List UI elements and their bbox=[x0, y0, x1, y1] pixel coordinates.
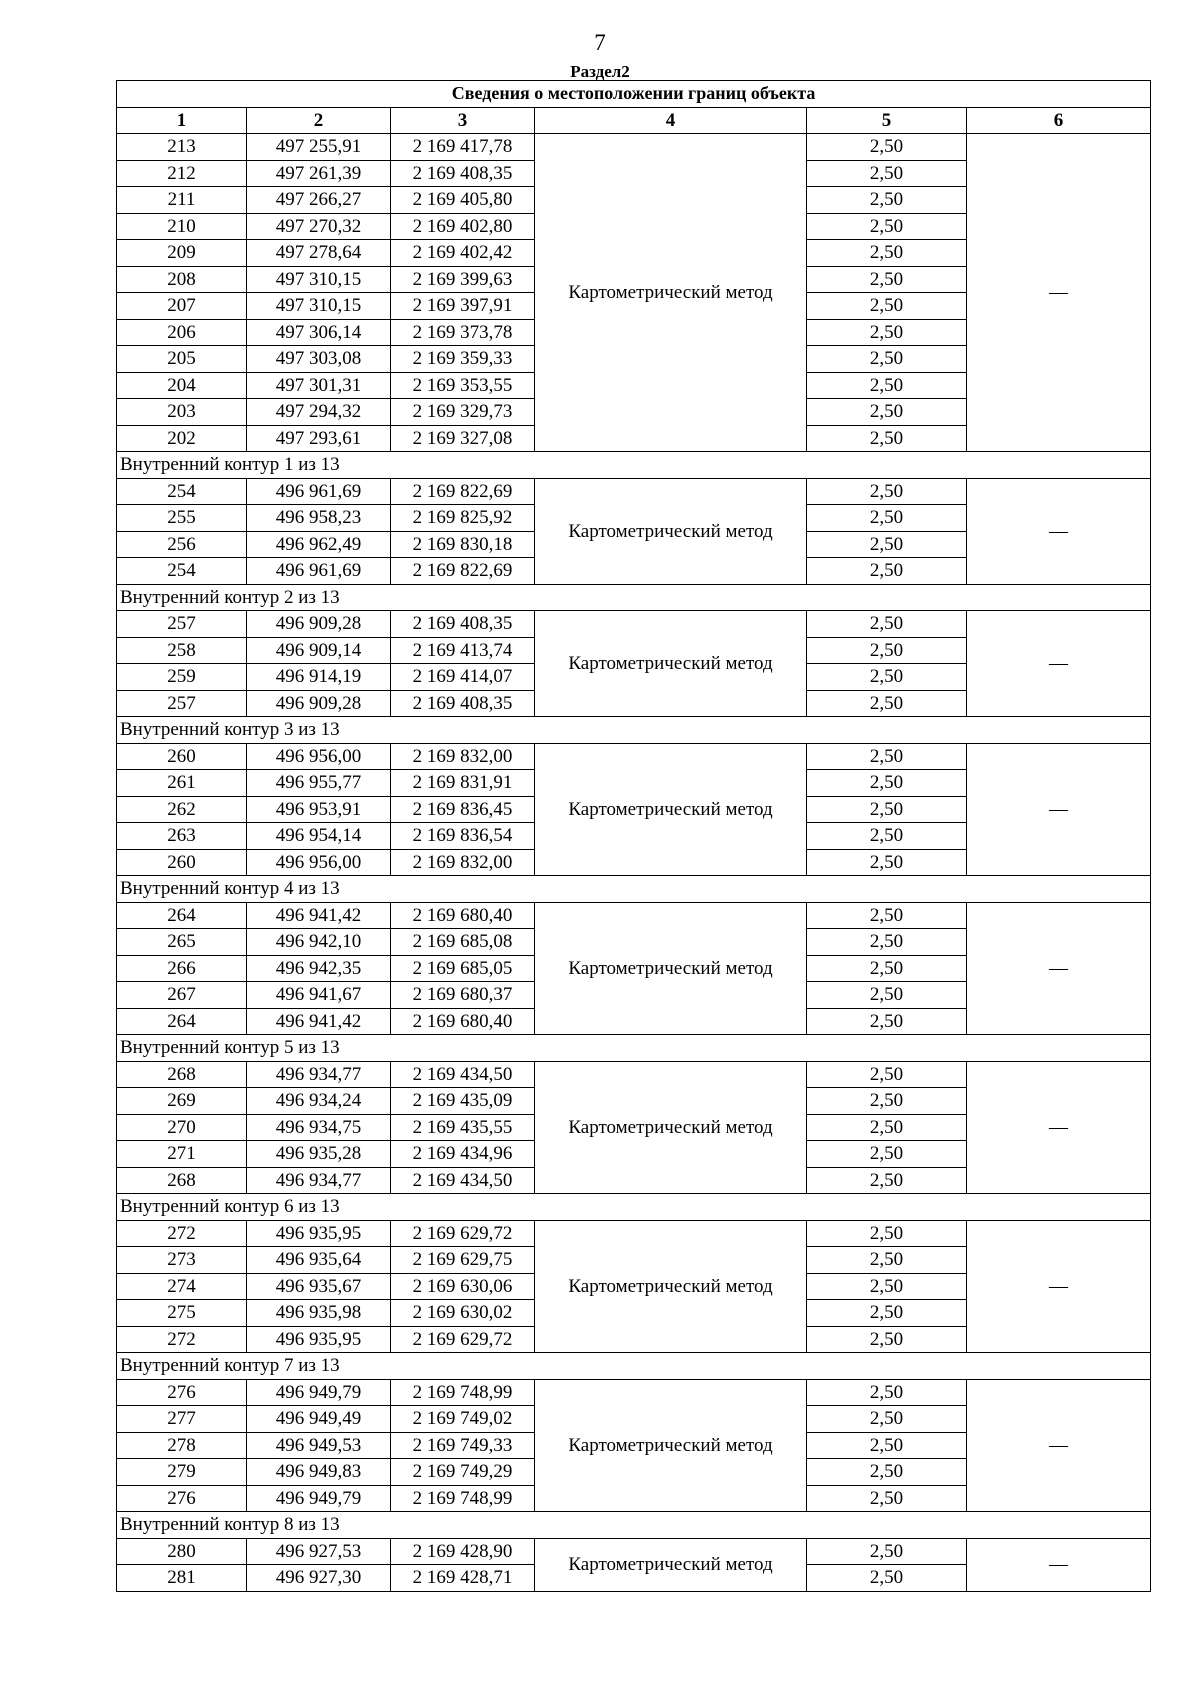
accuracy-cell: 2,50 bbox=[807, 160, 967, 187]
x-coordinate-cell: 497 294,32 bbox=[247, 399, 391, 426]
method-cell: Картометрический метод bbox=[535, 743, 807, 876]
y-coordinate-cell: 2 169 831,91 bbox=[391, 770, 535, 797]
accuracy-cell: 2,50 bbox=[807, 955, 967, 982]
point-number-cell: 254 bbox=[117, 478, 247, 505]
description-cell: — bbox=[967, 478, 1151, 584]
x-coordinate-cell: 496 949,83 bbox=[247, 1459, 391, 1486]
point-number-cell: 270 bbox=[117, 1114, 247, 1141]
description-cell: — bbox=[967, 743, 1151, 876]
accuracy-cell: 2,50 bbox=[807, 319, 967, 346]
contour-label-row bbox=[117, 717, 1151, 744]
point-number-cell: 205 bbox=[117, 346, 247, 373]
x-coordinate-cell: 496 935,64 bbox=[247, 1247, 391, 1274]
accuracy-cell: 2,50 bbox=[807, 982, 967, 1009]
y-coordinate-cell: 2 169 825,92 bbox=[391, 505, 535, 532]
contour-label-row bbox=[117, 452, 1151, 479]
contour-label: Внутренний контур 1 из 13 bbox=[117, 452, 1151, 479]
x-coordinate-cell: 496 935,95 bbox=[247, 1220, 391, 1247]
table-row bbox=[117, 478, 1151, 505]
y-coordinate-cell: 2 169 359,33 bbox=[391, 346, 535, 373]
description-cell: — bbox=[967, 1379, 1151, 1512]
x-coordinate-cell: 497 255,91 bbox=[247, 134, 391, 161]
point-number-cell: 256 bbox=[117, 531, 247, 558]
x-coordinate-cell: 497 270,32 bbox=[247, 213, 391, 240]
point-number-cell: 263 bbox=[117, 823, 247, 850]
accuracy-cell: 2,50 bbox=[807, 531, 967, 558]
x-coordinate-cell: 496 909,14 bbox=[247, 637, 391, 664]
accuracy-cell: 2,50 bbox=[807, 346, 967, 373]
accuracy-cell: 2,50 bbox=[807, 266, 967, 293]
point-number-cell: 265 bbox=[117, 929, 247, 956]
x-coordinate-cell: 496 949,49 bbox=[247, 1406, 391, 1433]
header-row bbox=[117, 107, 1151, 134]
accuracy-cell: 2,50 bbox=[807, 664, 967, 691]
contour-label-row bbox=[117, 584, 1151, 611]
accuracy-cell: 2,50 bbox=[807, 134, 967, 161]
point-number-cell: 204 bbox=[117, 372, 247, 399]
y-coordinate-cell: 2 169 417,78 bbox=[391, 134, 535, 161]
point-number-cell: 273 bbox=[117, 1247, 247, 1274]
y-coordinate-cell: 2 169 434,50 bbox=[391, 1167, 535, 1194]
accuracy-cell: 2,50 bbox=[807, 1459, 967, 1486]
contour-label: Внутренний контур 2 из 13 bbox=[117, 584, 1151, 611]
table-body bbox=[117, 134, 1151, 1592]
x-coordinate-cell: 496 934,77 bbox=[247, 1167, 391, 1194]
y-coordinate-cell: 2 169 405,80 bbox=[391, 187, 535, 214]
y-coordinate-cell: 2 169 408,35 bbox=[391, 611, 535, 638]
accuracy-cell: 2,50 bbox=[807, 1485, 967, 1512]
x-coordinate-cell: 496 934,75 bbox=[247, 1114, 391, 1141]
accuracy-cell: 2,50 bbox=[807, 1273, 967, 1300]
y-coordinate-cell: 2 169 397,91 bbox=[391, 293, 535, 320]
point-number-cell: 208 bbox=[117, 266, 247, 293]
y-coordinate-cell: 2 169 749,33 bbox=[391, 1432, 535, 1459]
y-coordinate-cell: 2 169 680,40 bbox=[391, 902, 535, 929]
accuracy-cell: 2,50 bbox=[807, 743, 967, 770]
y-coordinate-cell: 2 169 748,99 bbox=[391, 1485, 535, 1512]
accuracy-cell: 2,50 bbox=[807, 240, 967, 267]
y-coordinate-cell: 2 169 435,55 bbox=[391, 1114, 535, 1141]
y-coordinate-cell: 2 169 413,74 bbox=[391, 637, 535, 664]
y-coordinate-cell: 2 169 630,06 bbox=[391, 1273, 535, 1300]
y-coordinate-cell: 2 169 749,02 bbox=[391, 1406, 535, 1433]
accuracy-cell: 2,50 bbox=[807, 690, 967, 717]
y-coordinate-cell: 2 169 434,50 bbox=[391, 1061, 535, 1088]
point-number-cell: 278 bbox=[117, 1432, 247, 1459]
contour-label-row bbox=[117, 1035, 1151, 1062]
table-row bbox=[117, 902, 1151, 929]
section-label: Раздел2 bbox=[570, 62, 630, 81]
point-number-cell: 277 bbox=[117, 1406, 247, 1433]
table-row bbox=[117, 743, 1151, 770]
y-coordinate-cell: 2 169 414,07 bbox=[391, 664, 535, 691]
x-coordinate-cell: 496 941,67 bbox=[247, 982, 391, 1009]
table-row bbox=[117, 1061, 1151, 1088]
y-coordinate-cell: 2 169 327,08 bbox=[391, 425, 535, 452]
accuracy-cell: 2,50 bbox=[807, 1220, 967, 1247]
y-coordinate-cell: 2 169 832,00 bbox=[391, 849, 535, 876]
point-number-cell: 257 bbox=[117, 690, 247, 717]
accuracy-cell: 2,50 bbox=[807, 213, 967, 240]
point-number-cell: 276 bbox=[117, 1485, 247, 1512]
accuracy-cell: 2,50 bbox=[807, 1167, 967, 1194]
x-coordinate-cell: 496 958,23 bbox=[247, 505, 391, 532]
point-number-cell: 260 bbox=[117, 743, 247, 770]
x-coordinate-cell: 496 942,35 bbox=[247, 955, 391, 982]
point-number-cell: 255 bbox=[117, 505, 247, 532]
x-coordinate-cell: 497 301,31 bbox=[247, 372, 391, 399]
point-number-cell: 261 bbox=[117, 770, 247, 797]
point-number-cell: 269 bbox=[117, 1088, 247, 1115]
x-coordinate-cell: 496 941,42 bbox=[247, 902, 391, 929]
method-cell: Картометрический метод bbox=[535, 1379, 807, 1512]
description-cell: — bbox=[967, 1538, 1151, 1591]
boundary-table bbox=[116, 80, 1151, 1592]
point-number-cell: 257 bbox=[117, 611, 247, 638]
point-number-cell: 268 bbox=[117, 1167, 247, 1194]
y-coordinate-cell: 2 169 822,69 bbox=[391, 478, 535, 505]
point-number-cell: 268 bbox=[117, 1061, 247, 1088]
point-number-cell: 254 bbox=[117, 558, 247, 585]
point-number-cell: 262 bbox=[117, 796, 247, 823]
y-coordinate-cell: 2 169 428,71 bbox=[391, 1565, 535, 1592]
x-coordinate-cell: 497 306,14 bbox=[247, 319, 391, 346]
point-number-cell: 260 bbox=[117, 849, 247, 876]
x-coordinate-cell: 496 942,10 bbox=[247, 929, 391, 956]
contour-label-row bbox=[117, 1194, 1151, 1221]
x-coordinate-cell: 496 949,79 bbox=[247, 1379, 391, 1406]
column-header: 5 bbox=[807, 107, 967, 134]
column-header: 1 bbox=[117, 107, 247, 134]
point-number-cell: 206 bbox=[117, 319, 247, 346]
accuracy-cell: 2,50 bbox=[807, 293, 967, 320]
contour-label: Внутренний контур 6 из 13 bbox=[117, 1194, 1151, 1221]
point-number-cell: 266 bbox=[117, 955, 247, 982]
x-coordinate-cell: 496 962,49 bbox=[247, 531, 391, 558]
point-number-cell: 271 bbox=[117, 1141, 247, 1168]
description-cell: — bbox=[967, 134, 1151, 452]
x-coordinate-cell: 497 278,64 bbox=[247, 240, 391, 267]
x-coordinate-cell: 496 935,28 bbox=[247, 1141, 391, 1168]
x-coordinate-cell: 497 310,15 bbox=[247, 293, 391, 320]
x-coordinate-cell: 497 303,08 bbox=[247, 346, 391, 373]
point-number-cell: 272 bbox=[117, 1220, 247, 1247]
x-coordinate-cell: 496 935,98 bbox=[247, 1300, 391, 1327]
y-coordinate-cell: 2 169 399,63 bbox=[391, 266, 535, 293]
contour-label: Внутренний контур 8 из 13 bbox=[117, 1512, 1151, 1539]
accuracy-cell: 2,50 bbox=[807, 637, 967, 664]
x-coordinate-cell: 496 949,79 bbox=[247, 1485, 391, 1512]
method-cell: Картометрический метод bbox=[535, 611, 807, 717]
table-row bbox=[117, 611, 1151, 638]
description-cell: — bbox=[967, 1061, 1151, 1194]
x-coordinate-cell: 496 956,00 bbox=[247, 743, 391, 770]
method-cell: Картометрический метод bbox=[535, 902, 807, 1035]
y-coordinate-cell: 2 169 630,02 bbox=[391, 1300, 535, 1327]
y-coordinate-cell: 2 169 836,45 bbox=[391, 796, 535, 823]
x-coordinate-cell: 496 935,67 bbox=[247, 1273, 391, 1300]
contour-label: Внутренний контур 7 из 13 bbox=[117, 1353, 1151, 1380]
accuracy-cell: 2,50 bbox=[807, 1406, 967, 1433]
y-coordinate-cell: 2 169 402,80 bbox=[391, 213, 535, 240]
point-number-cell: 281 bbox=[117, 1565, 247, 1592]
x-coordinate-cell: 497 310,15 bbox=[247, 266, 391, 293]
point-number-cell: 211 bbox=[117, 187, 247, 214]
y-coordinate-cell: 2 169 435,09 bbox=[391, 1088, 535, 1115]
y-coordinate-cell: 2 169 822,69 bbox=[391, 558, 535, 585]
contour-label-row bbox=[117, 876, 1151, 903]
y-coordinate-cell: 2 169 680,40 bbox=[391, 1008, 535, 1035]
x-coordinate-cell: 496 934,24 bbox=[247, 1088, 391, 1115]
y-coordinate-cell: 2 169 685,08 bbox=[391, 929, 535, 956]
y-coordinate-cell: 2 169 748,99 bbox=[391, 1379, 535, 1406]
method-cell: Картометрический метод bbox=[535, 1061, 807, 1194]
accuracy-cell: 2,50 bbox=[807, 1141, 967, 1168]
page-number: 7 bbox=[594, 30, 606, 55]
accuracy-cell: 2,50 bbox=[807, 1088, 967, 1115]
point-number-cell: 258 bbox=[117, 637, 247, 664]
accuracy-cell: 2,50 bbox=[807, 1538, 967, 1565]
point-number-cell: 280 bbox=[117, 1538, 247, 1565]
column-header: 2 bbox=[247, 107, 391, 134]
table-row bbox=[117, 1538, 1151, 1565]
point-number-cell: 259 bbox=[117, 664, 247, 691]
description-cell: — bbox=[967, 611, 1151, 717]
method-cell: Картометрический метод bbox=[535, 478, 807, 584]
method-cell: Картометрический метод bbox=[535, 1538, 807, 1591]
accuracy-cell: 2,50 bbox=[807, 611, 967, 638]
accuracy-cell: 2,50 bbox=[807, 1061, 967, 1088]
point-number-cell: 276 bbox=[117, 1379, 247, 1406]
x-coordinate-cell: 497 266,27 bbox=[247, 187, 391, 214]
point-number-cell: 267 bbox=[117, 982, 247, 1009]
x-coordinate-cell: 496 955,77 bbox=[247, 770, 391, 797]
x-coordinate-cell: 496 909,28 bbox=[247, 690, 391, 717]
x-coordinate-cell: 496 935,95 bbox=[247, 1326, 391, 1353]
y-coordinate-cell: 2 169 408,35 bbox=[391, 160, 535, 187]
accuracy-cell: 2,50 bbox=[807, 1379, 967, 1406]
column-header: 4 bbox=[535, 107, 807, 134]
x-coordinate-cell: 496 961,69 bbox=[247, 478, 391, 505]
table-row bbox=[117, 1220, 1151, 1247]
x-coordinate-cell: 496 961,69 bbox=[247, 558, 391, 585]
y-coordinate-cell: 2 169 373,78 bbox=[391, 319, 535, 346]
x-coordinate-cell: 496 914,19 bbox=[247, 664, 391, 691]
column-header: 3 bbox=[391, 107, 535, 134]
point-number-cell: 203 bbox=[117, 399, 247, 426]
accuracy-cell: 2,50 bbox=[807, 1247, 967, 1274]
point-number-cell: 207 bbox=[117, 293, 247, 320]
title-row bbox=[117, 81, 1151, 108]
column-header: 6 bbox=[967, 107, 1151, 134]
accuracy-cell: 2,50 bbox=[807, 796, 967, 823]
x-coordinate-cell: 496 927,53 bbox=[247, 1538, 391, 1565]
x-coordinate-cell: 496 949,53 bbox=[247, 1432, 391, 1459]
accuracy-cell: 2,50 bbox=[807, 770, 967, 797]
y-coordinate-cell: 2 169 685,05 bbox=[391, 955, 535, 982]
y-coordinate-cell: 2 169 408,35 bbox=[391, 690, 535, 717]
x-coordinate-cell: 496 956,00 bbox=[247, 849, 391, 876]
accuracy-cell: 2,50 bbox=[807, 1008, 967, 1035]
contour-label: Внутренний контур 5 из 13 bbox=[117, 1035, 1151, 1062]
x-coordinate-cell: 496 954,14 bbox=[247, 823, 391, 850]
x-coordinate-cell: 497 261,39 bbox=[247, 160, 391, 187]
accuracy-cell: 2,50 bbox=[807, 187, 967, 214]
accuracy-cell: 2,50 bbox=[807, 372, 967, 399]
method-cell: Картометрический метод bbox=[535, 134, 807, 452]
contour-label-row bbox=[117, 1353, 1151, 1380]
point-number-cell: 264 bbox=[117, 1008, 247, 1035]
point-number-cell: 272 bbox=[117, 1326, 247, 1353]
point-number-cell: 274 bbox=[117, 1273, 247, 1300]
accuracy-cell: 2,50 bbox=[807, 425, 967, 452]
y-coordinate-cell: 2 169 428,90 bbox=[391, 1538, 535, 1565]
x-coordinate-cell: 496 941,42 bbox=[247, 1008, 391, 1035]
y-coordinate-cell: 2 169 629,75 bbox=[391, 1247, 535, 1274]
y-coordinate-cell: 2 169 680,37 bbox=[391, 982, 535, 1009]
accuracy-cell: 2,50 bbox=[807, 849, 967, 876]
point-number-cell: 264 bbox=[117, 902, 247, 929]
table-title: Сведения о местоположении границ объекта bbox=[117, 81, 1151, 108]
accuracy-cell: 2,50 bbox=[807, 1326, 967, 1353]
accuracy-cell: 2,50 bbox=[807, 823, 967, 850]
accuracy-cell: 2,50 bbox=[807, 929, 967, 956]
accuracy-cell: 2,50 bbox=[807, 1300, 967, 1327]
contour-label-row bbox=[117, 1512, 1151, 1539]
table-row bbox=[117, 1379, 1151, 1406]
accuracy-cell: 2,50 bbox=[807, 558, 967, 585]
y-coordinate-cell: 2 169 402,42 bbox=[391, 240, 535, 267]
y-coordinate-cell: 2 169 749,29 bbox=[391, 1459, 535, 1486]
point-number-cell: 275 bbox=[117, 1300, 247, 1327]
contour-label: Внутренний контур 3 из 13 bbox=[117, 717, 1151, 744]
y-coordinate-cell: 2 169 836,54 bbox=[391, 823, 535, 850]
point-number-cell: 212 bbox=[117, 160, 247, 187]
x-coordinate-cell: 497 293,61 bbox=[247, 425, 391, 452]
description-cell: — bbox=[967, 1220, 1151, 1353]
accuracy-cell: 2,50 bbox=[807, 1114, 967, 1141]
y-coordinate-cell: 2 169 629,72 bbox=[391, 1326, 535, 1353]
point-number-cell: 202 bbox=[117, 425, 247, 452]
point-number-cell: 209 bbox=[117, 240, 247, 267]
method-cell: Картометрический метод bbox=[535, 1220, 807, 1353]
y-coordinate-cell: 2 169 434,96 bbox=[391, 1141, 535, 1168]
x-coordinate-cell: 496 909,28 bbox=[247, 611, 391, 638]
description-cell: — bbox=[967, 902, 1151, 1035]
x-coordinate-cell: 496 934,77 bbox=[247, 1061, 391, 1088]
accuracy-cell: 2,50 bbox=[807, 1565, 967, 1592]
table-row bbox=[117, 134, 1151, 161]
y-coordinate-cell: 2 169 830,18 bbox=[391, 531, 535, 558]
y-coordinate-cell: 2 169 353,55 bbox=[391, 372, 535, 399]
accuracy-cell: 2,50 bbox=[807, 902, 967, 929]
y-coordinate-cell: 2 169 329,73 bbox=[391, 399, 535, 426]
accuracy-cell: 2,50 bbox=[807, 1432, 967, 1459]
point-number-cell: 279 bbox=[117, 1459, 247, 1486]
contour-label: Внутренний контур 4 из 13 bbox=[117, 876, 1151, 903]
y-coordinate-cell: 2 169 832,00 bbox=[391, 743, 535, 770]
accuracy-cell: 2,50 bbox=[807, 399, 967, 426]
point-number-cell: 210 bbox=[117, 213, 247, 240]
accuracy-cell: 2,50 bbox=[807, 505, 967, 532]
x-coordinate-cell: 496 927,30 bbox=[247, 1565, 391, 1592]
accuracy-cell: 2,50 bbox=[807, 478, 967, 505]
point-number-cell: 213 bbox=[117, 134, 247, 161]
x-coordinate-cell: 496 953,91 bbox=[247, 796, 391, 823]
y-coordinate-cell: 2 169 629,72 bbox=[391, 1220, 535, 1247]
